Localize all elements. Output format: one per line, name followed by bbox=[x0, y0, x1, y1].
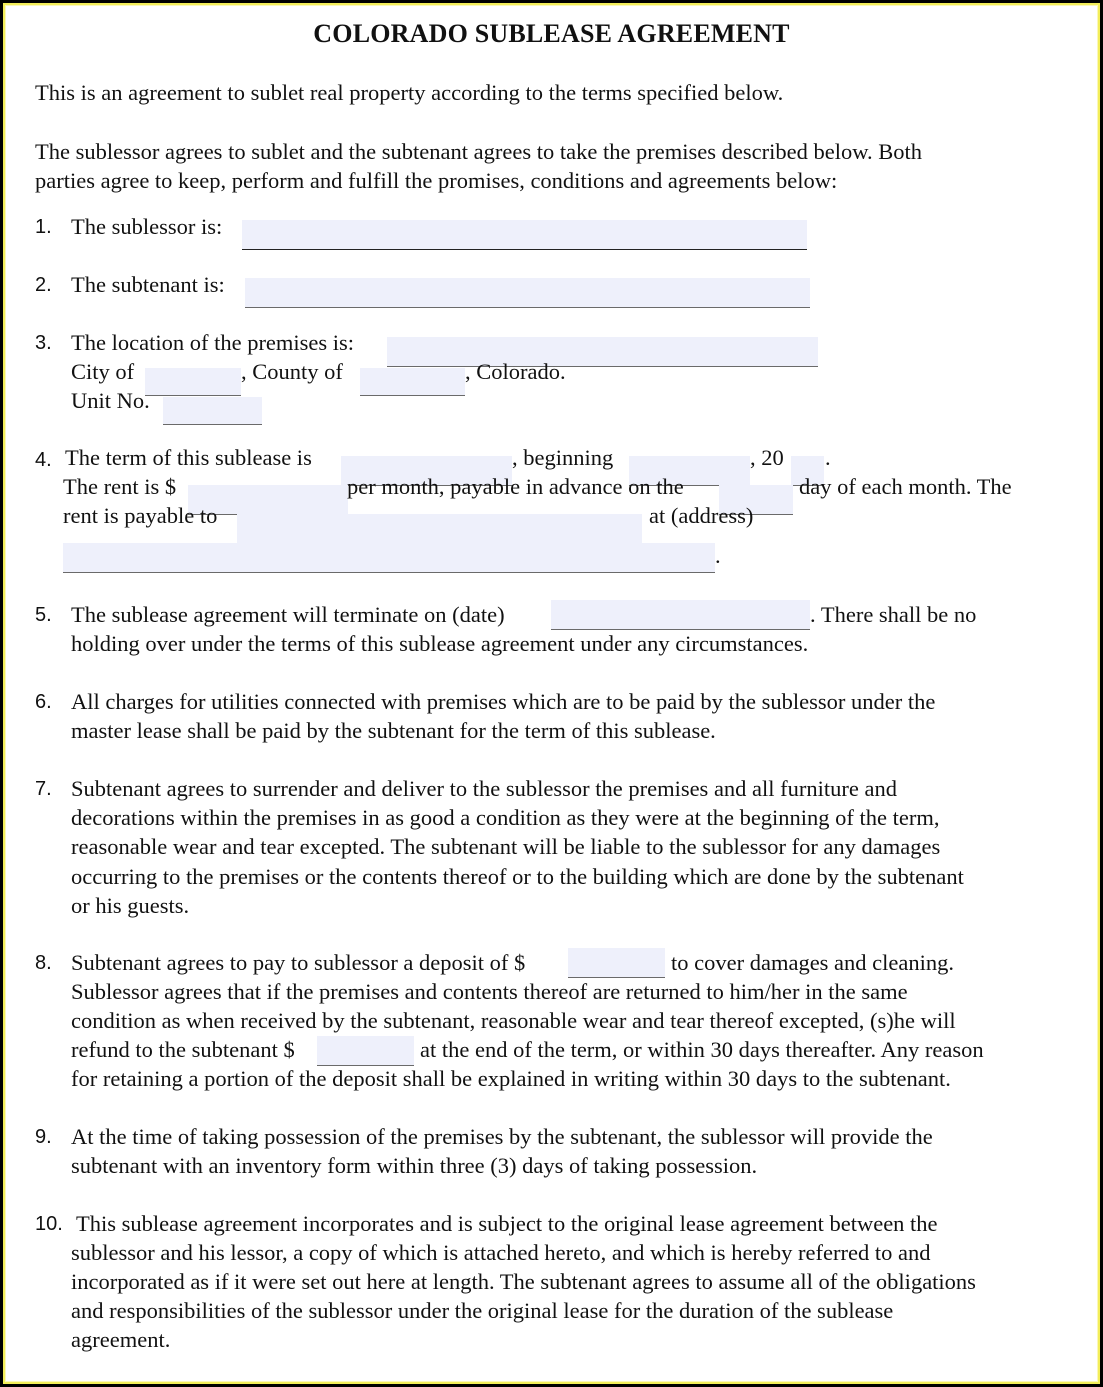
item-9-line-1: At the time of taking possession of the premises by the subtenant, the sublessor will provide the bbox=[71, 1124, 933, 1149]
unit-label: Unit No. bbox=[71, 388, 150, 413]
item-8-line-1a: Subtenant agrees to pay to sublessor a deposit of $ bbox=[71, 950, 526, 975]
address-label: at (address) bbox=[649, 503, 754, 528]
unit-number-field[interactable] bbox=[163, 397, 262, 425]
item-8-line-5: for retaining a portion of the deposit shall be explained in writing within 30 days to the subtenant. bbox=[71, 1066, 951, 1091]
payable-to-label: rent is payable to bbox=[63, 503, 218, 528]
document-title: COLORADO SUBLEASE AGREEMENT bbox=[313, 19, 790, 48]
item-5-line-1b: . There shall be no bbox=[810, 602, 977, 627]
item-9-number: 9. bbox=[35, 1126, 52, 1148]
item-7-line-2: decorations within the premises in as good a condition as they were at the beginning of the term, bbox=[71, 805, 940, 830]
intro-text: This is an agreement to sublet real property according to the terms specified below. bbox=[35, 80, 784, 105]
item-8-number: 8. bbox=[35, 952, 52, 974]
item-5-number: 5. bbox=[35, 604, 52, 626]
sublessor-name-field[interactable] bbox=[242, 220, 807, 250]
colorado-text: , Colorado. bbox=[465, 359, 566, 384]
item-8-line-4a: refund to the subtenant $ bbox=[71, 1037, 295, 1062]
item-4-number: 4. bbox=[35, 449, 52, 471]
payee-field[interactable] bbox=[237, 514, 642, 544]
term-label: The term of this sublease is bbox=[65, 445, 312, 470]
item-5-line-2: holding over under the terms of this sublease agreement under any circumstances. bbox=[71, 631, 809, 656]
city-field[interactable] bbox=[145, 368, 241, 396]
year-prefix: , 20 bbox=[750, 445, 784, 470]
item-6-line-1: All charges for utilities connected with premises which are to be paid by the sublessor under the bbox=[71, 689, 936, 714]
item-1-number: 1. bbox=[35, 216, 52, 238]
item-7-number: 7. bbox=[35, 778, 52, 800]
item-8-line-3: condition as when received by the subtenant, reasonable wear and tear thereof excepted, (s)he will bbox=[71, 1008, 956, 1033]
item-9-line-2: subtenant with an inventory form within three (3) days of taking possession. bbox=[71, 1153, 758, 1178]
item-3-number: 3. bbox=[35, 332, 52, 354]
item-6-line-2: master lease shall be paid by the subtenant for the term of this sublease. bbox=[71, 718, 716, 743]
beginning-label: , beginning bbox=[512, 445, 614, 470]
item-7-line-5: or his guests. bbox=[71, 893, 190, 918]
county-label: , County of bbox=[241, 359, 343, 384]
item-10-line-4: and responsibilities of the sublessor under the original lease for the duration of the sublease bbox=[71, 1298, 894, 1323]
item-10-line-2: sublessor and his lessor, a copy of which is attached hereto, and which is hereby referred to and bbox=[71, 1240, 931, 1265]
item-8-line-2: Sublessor agrees that if the premises and contents thereof are returned to him/her in the same bbox=[71, 979, 908, 1004]
item-7-line-3: reasonable wear and tear excepted. The subtenant will be liable to the sublessor for any damages bbox=[71, 834, 941, 859]
item-8-line-1b: to cover damages and cleaning. bbox=[671, 950, 955, 975]
item-7-line-4: occurring to the premises or the contents thereof or to the building which are done by the subtenant bbox=[71, 864, 964, 889]
address-period: . bbox=[715, 543, 721, 568]
refund-amount-field[interactable] bbox=[317, 1036, 414, 1066]
city-label: City of bbox=[71, 359, 135, 384]
item-6-number: 6. bbox=[35, 691, 52, 713]
item-10-line-5: agreement. bbox=[71, 1327, 171, 1352]
rent-label: The rent is $ bbox=[63, 474, 177, 499]
item-5-line-1a: The sublease agreement will terminate on (date) bbox=[71, 602, 505, 627]
item-10-number: 10. bbox=[35, 1213, 63, 1235]
day-of-month-label: day of each month. The bbox=[799, 474, 1012, 499]
item-2-number: 2. bbox=[35, 274, 52, 296]
premises-location-field[interactable] bbox=[387, 337, 818, 367]
termination-date-field[interactable] bbox=[551, 600, 810, 630]
item-10-line-1: This sublease agreement incorporates and is subject to the original lease agreement between the bbox=[76, 1211, 938, 1236]
item-3-label: The location of the premises is: bbox=[71, 330, 355, 355]
item-1-label: The sublessor is: bbox=[71, 214, 223, 239]
preamble-line-1: The sublessor agrees to sublet and the subtenant agrees to take the premises described below. Both bbox=[35, 139, 923, 164]
per-month-label: per month, payable in advance on the bbox=[347, 474, 684, 499]
item-2-label: The subtenant is: bbox=[71, 272, 225, 297]
item-7-line-1: Subtenant agrees to surrender and deliver to the sublessor the premises and all furniture and bbox=[71, 776, 897, 801]
county-field[interactable] bbox=[360, 368, 465, 396]
payee-address-field[interactable] bbox=[63, 543, 715, 573]
item-10-line-3: incorporated as if it were set out here at length. The subtenant agrees to assume all of the obligations bbox=[71, 1269, 976, 1294]
document-page bbox=[3, 3, 1100, 1384]
term-period: . bbox=[825, 445, 831, 470]
preamble-line-2: parties agree to keep, perform and fulfill the promises, conditions and agreements below: bbox=[35, 168, 838, 193]
deposit-amount-field[interactable] bbox=[568, 948, 665, 978]
item-8-line-4b: at the end of the term, or within 30 days thereafter. Any reason bbox=[420, 1037, 984, 1062]
subtenant-name-field[interactable] bbox=[245, 278, 810, 308]
